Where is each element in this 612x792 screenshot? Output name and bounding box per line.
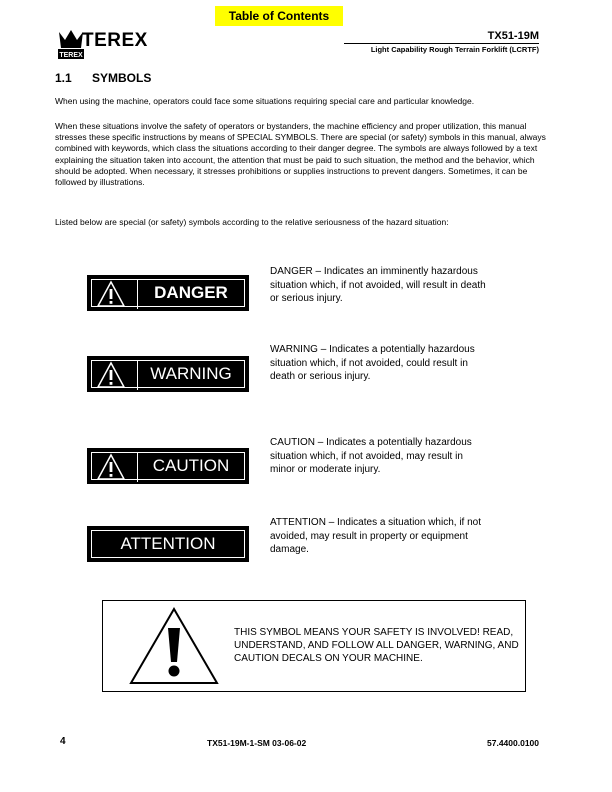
warning-triangle-icon: [96, 453, 126, 481]
page-number: 4: [60, 736, 66, 747]
brand-name: TEREX: [82, 30, 148, 51]
danger-label: DANGER: [154, 283, 228, 302]
section-number: 1.1: [55, 71, 72, 85]
danger-description: DANGER – Indicates an imminently hazardous situation which, if not avoided, will result in death or serious injury.: [270, 266, 486, 304]
document-subtitle: Light Capability Rough Terrain Forklift (LCRTF): [370, 45, 539, 54]
part-number: 57.4400.0100: [487, 738, 539, 748]
warning-sign: [87, 356, 249, 392]
header-rule: [344, 43, 539, 44]
model-number: TX51-19M: [487, 30, 539, 42]
document-code: TX51-19M-1-SM 03-06-02: [207, 738, 307, 748]
table-of-contents-link[interactable]: Table of Contents: [215, 6, 343, 26]
attention-description: ATTENTION – Indicates a situation which, if not avoided, may result in property or equipment damage.: [270, 517, 482, 555]
warning-triangle-icon: [96, 280, 126, 308]
warning-triangle-icon: [96, 361, 126, 389]
attention-label: ATTENTION: [120, 534, 216, 553]
intro-paragraph: When using the machine, operators could face some situations requiring special care and particular knowledge.: [55, 96, 475, 106]
section-title: SYMBOLS: [92, 71, 152, 85]
safety-alert-icon: [128, 606, 220, 686]
explanation-paragraph: When these situations involve the safety of operators or bystanders, the machine efficiency and proper utilization, this manual stresses these specific instructions by means of SPECIAL SYMBOLS. There are special (or safety) symbols in this manual, always combined with keywords, which class the situations according to their danger degree. The symbols are always followed by a text explaining the situation taken into account, the attention that must be paid to such situation, the method and the behavior, which should be adopted. When necessary, it stresses prohibitions or supplies instructions to prevent dangers. Sometimes, it can be followed by illustrations.: [55, 121, 546, 188]
attention-sign: [87, 526, 249, 562]
caution-sign: [87, 448, 249, 484]
list-intro-paragraph: Listed below are special (or safety) symbols according to the relative seriousness of the hazard situation:: [55, 217, 449, 227]
danger-sign: [87, 275, 249, 311]
warning-description: WARNING – Indicates a potentially hazardous situation which, if not avoided, could result in death or serious injury.: [270, 344, 475, 382]
terex-crown-icon: [57, 28, 85, 60]
caution-label: CAUTION: [152, 456, 230, 475]
safety-notice-text: THIS SYMBOL MEANS YOUR SAFETY IS INVOLVED! READ, UNDERSTAND, AND FOLLOW ALL DANGER, WARNING, AND CAUTION DECALS ON YOUR MACHINE.: [234, 627, 519, 664]
brand-badge-text: TEREX: [59, 52, 83, 59]
caution-description: CAUTION – Indicates a potentially hazardous situation which, if not avoided, may result in minor or moderate injury.: [270, 437, 472, 475]
warning-label: WARNING: [150, 364, 232, 383]
